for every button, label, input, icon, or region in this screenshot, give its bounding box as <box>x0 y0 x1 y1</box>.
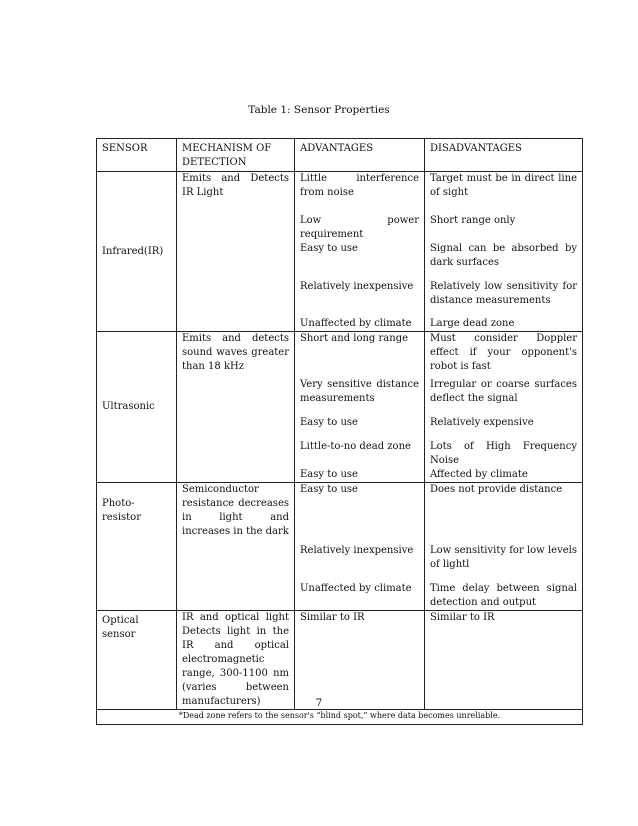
header-advantages: ADVANTAGES <box>295 139 425 172</box>
table-row <box>97 332 583 379</box>
mechanism-cell: Semiconductor resistance decreases in light and increases in the dark <box>177 483 295 611</box>
disadvantage-cell: Does not provide distance <box>425 483 583 545</box>
header-disadvantages: DISADVANTAGES <box>425 139 583 172</box>
mechanism-cell: Emits and Detects IR Light <box>177 172 295 332</box>
disadvantage-cell: Time delay between signal detection and output <box>425 582 583 611</box>
table-row <box>97 172 583 215</box>
disadvantage-cell: Signal can be absorbed by dark surfaces <box>425 242 583 280</box>
footnote-row <box>97 710 583 725</box>
disadvantage-cell: Large dead zone <box>425 317 583 332</box>
advantage-cell: Relatively inexpensive <box>295 280 425 317</box>
disadvantage-cell: Must consider Doppler effect if your opponent's robot is fast <box>425 332 583 379</box>
disadvantage-cell: Similar to IR <box>425 611 583 710</box>
disadvantage-cell: Target must be in direct line of sight <box>425 172 583 215</box>
header-mechanism: MECHANISM OF DETECTION <box>177 139 295 172</box>
table-row <box>97 483 583 545</box>
advantage-cell: Little interference from noise <box>295 172 425 215</box>
disadvantage-cell: Irregular or coarse surfaces deflect the signal <box>425 378 583 416</box>
disadvantage-cell: Affected by climate <box>425 468 583 483</box>
disadvantage-cell: Low sensitivity for low levels of lightl <box>425 544 583 582</box>
sensor-name: Infrared(IR) <box>97 172 177 332</box>
advantage-cell: Little-to-no dead zone <box>295 440 425 468</box>
advantage-cell: Unaffected by climate <box>295 317 425 332</box>
sensor-name: Optical sensor <box>97 611 177 710</box>
table-row <box>97 611 583 710</box>
disadvantage-cell: Relatively low sensitivity for distance measurements <box>425 280 583 317</box>
table-caption: Table 1: Sensor Properties <box>248 104 390 116</box>
advantage-cell: Low power requirement <box>295 214 425 242</box>
advantage-cell: Short and long range <box>295 332 425 379</box>
table-footnote: *Dead zone refers to the sensor's “blind spot,” where data becomes unreliable. <box>97 710 583 725</box>
advantage-cell: Easy to use <box>295 416 425 440</box>
disadvantage-cell: Short range only <box>425 214 583 242</box>
sensor-name: Photo-resistor <box>97 483 177 611</box>
page-number: 7 <box>315 697 323 709</box>
sensor-name: Ultrasonic <box>97 332 177 483</box>
advantage-cell: Unaffected by climate <box>295 582 425 611</box>
advantage-cell: Very sensitive distance measurements <box>295 378 425 416</box>
advantage-cell: Relatively inexpensive <box>295 544 425 582</box>
advantage-cell: Similar to IR <box>295 611 425 710</box>
sensor-properties-table <box>96 138 583 725</box>
mechanism-cell: Emits and detects sound waves greater than 18 kHz <box>177 332 295 483</box>
advantage-cell: Easy to use <box>295 468 425 483</box>
advantage-cell: Easy to use <box>295 483 425 545</box>
table-header-row <box>97 139 583 172</box>
disadvantage-cell: Relatively expensive <box>425 416 583 440</box>
advantage-cell: Easy to use <box>295 242 425 280</box>
header-sensor: SENSOR <box>97 139 177 172</box>
mechanism-cell: IR and optical light Detects light in the IR and optical electromagnetic range, 300-1100 nm (varies between manufacturers) <box>177 611 295 710</box>
disadvantage-cell: Lots of High Frequency Noise <box>425 440 583 468</box>
